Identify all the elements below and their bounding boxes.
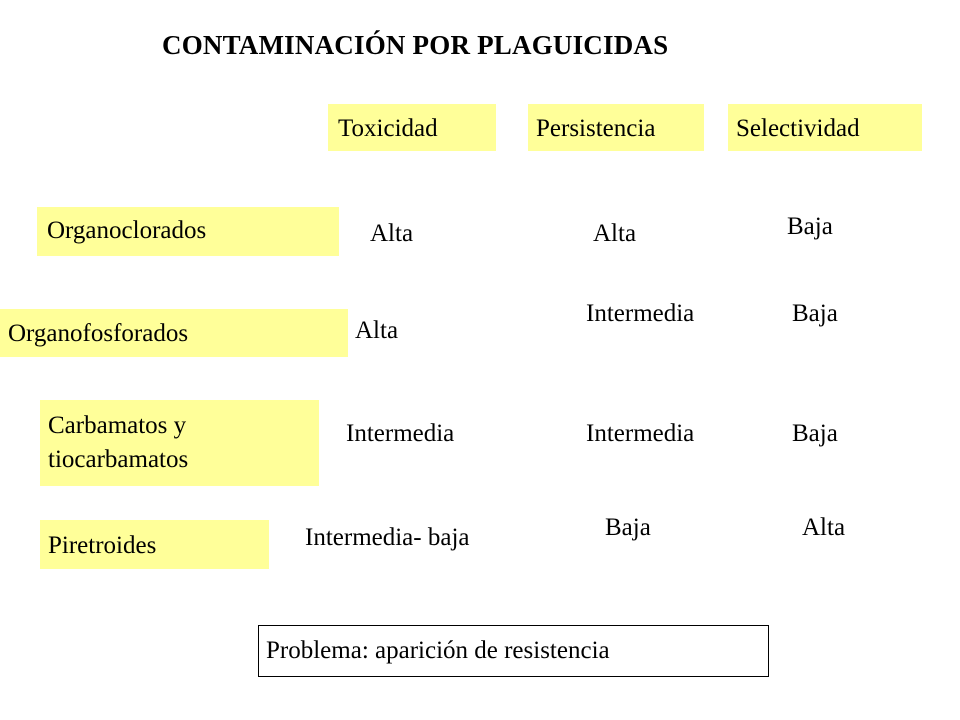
cell-carbamatos-persistencia: Intermedia (586, 420, 695, 447)
cell-organoclorados-persistencia: Alta (593, 220, 637, 247)
cell-organofosforados-selectividad: Baja (792, 300, 838, 327)
cell-carbamatos-selectividad: Baja (792, 420, 838, 447)
row-label-carbamatos-line2: tiocarbamatos (48, 446, 189, 473)
cell-organoclorados-selectividad: Baja (787, 213, 833, 240)
cell-piretroides-persistencia: Baja (605, 514, 651, 541)
cell-organofosforados-toxicidad: Alta (355, 317, 399, 344)
header-toxicidad: Toxicidad (328, 104, 496, 151)
row-label-piretroides: Piretroides (40, 520, 269, 569)
cell-organoclorados-toxicidad: Alta (370, 220, 414, 247)
row-label-carbamatos-line1: Carbamatos y (48, 412, 187, 439)
row-label-carbamatos (40, 400, 319, 486)
header-selectividad: Selectividad (728, 104, 922, 151)
header-persistencia: Persistencia (528, 104, 704, 151)
page-title: CONTAMINACIÓN POR PLAGUICIDAS (162, 30, 669, 60)
resistance-problem-note: Problema: aparición de resistencia (258, 625, 769, 677)
cell-organofosforados-persistencia: Intermedia (586, 300, 695, 327)
row-label-organoclorados: Organoclorados (37, 207, 339, 256)
cell-carbamatos-toxicidad: Intermedia (346, 420, 455, 447)
cell-piretroides-selectividad: Alta (802, 514, 846, 541)
row-label-organofosforados: Organofosforados (0, 309, 348, 357)
cell-piretroides-toxicidad: Intermedia- baja (305, 524, 470, 551)
